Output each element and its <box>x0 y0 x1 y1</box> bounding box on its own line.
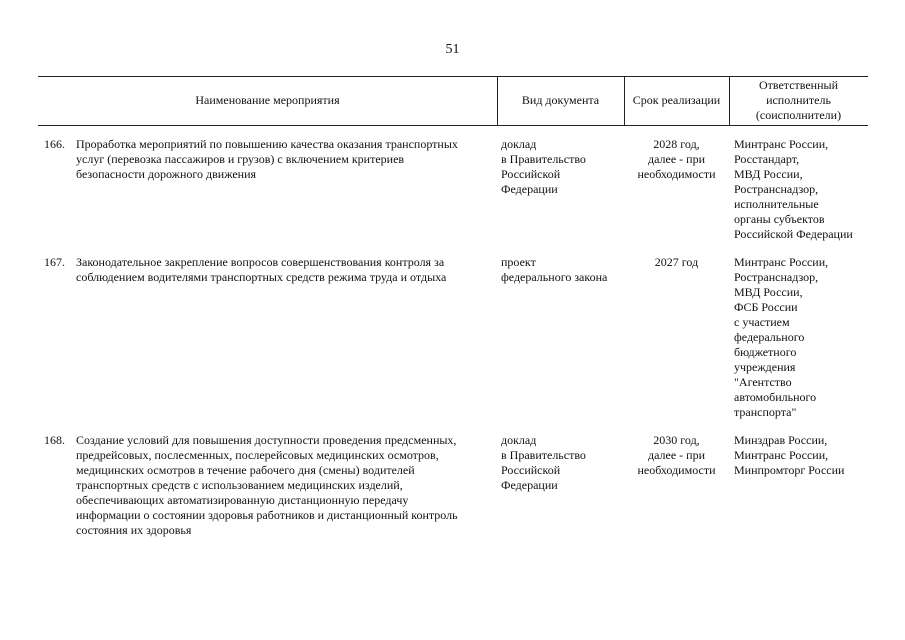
row-doc-type <box>501 137 586 197</box>
row-deadline <box>624 137 729 182</box>
text-line: в Правительство <box>501 448 586 462</box>
text-line: Ространснадзор, <box>734 270 819 284</box>
text-line: транспортных средств с использованием медицинских изделий, <box>76 478 403 492</box>
header-executor <box>729 78 868 123</box>
text-line: Проработка мероприятий по повышению качества оказания транспортных <box>76 137 458 151</box>
text-line: предрейсовых, послесменных, послерейсовых медицинских осмотров, <box>76 448 439 462</box>
header-deadline: Срок реализации <box>632 93 721 107</box>
text-line: 2030 год, <box>653 433 700 447</box>
header-doc-type: Вид документа <box>521 93 600 107</box>
row-name <box>76 137 458 182</box>
table-header-bottom-rule <box>38 125 868 126</box>
text-line: 2028 год, <box>653 137 700 151</box>
text-line: исполнительные <box>734 197 819 211</box>
text-line: 2027 год <box>654 255 699 269</box>
text-line: ФСБ России <box>734 300 798 314</box>
row-executor <box>734 137 853 242</box>
text-line: Росстандарт, <box>734 152 800 166</box>
text-line: Законодательное закрепление вопросов совершенствования контроля за <box>76 255 445 269</box>
text-line: соблюдением водителями транспортных средств режима труда и отдыха <box>76 270 447 284</box>
text-line: необходимости <box>637 167 716 181</box>
text-line: Минздрав России, <box>734 433 828 447</box>
header-executor-line: Ответственный <box>758 78 839 92</box>
row-number: 168. <box>44 433 65 447</box>
text-line: учреждения <box>734 360 796 374</box>
text-line: федерального закона <box>501 270 608 284</box>
row-name <box>76 433 458 538</box>
text-line: медицинских осмотров в течение рабочего дня (смены) водителей <box>76 463 415 477</box>
text-line: Создание условий для повышения доступности проведения предсменных, <box>76 433 457 447</box>
text-line: состояния их здоровья <box>76 523 192 537</box>
text-line: проект <box>501 255 536 269</box>
text-line: Ространснадзор, <box>734 182 819 196</box>
text-line: необходимости <box>637 463 716 477</box>
text-line: Минтранс России, <box>734 448 829 462</box>
row-deadline <box>624 255 729 270</box>
row-doc-type <box>501 255 607 285</box>
text-line: органы субъектов <box>734 212 825 226</box>
header-executor-line: исполнитель <box>766 93 831 107</box>
header-executor-line: (соисполнители) <box>755 108 842 122</box>
text-line: Минпромторг России <box>734 463 845 477</box>
text-line: доклад <box>501 137 537 151</box>
row-number: 167. <box>44 255 65 269</box>
text-line: обеспечивающих автоматизированную дистанционную передачу <box>76 493 409 507</box>
text-line: МВД России, <box>734 167 803 181</box>
text-line: Федерации <box>501 478 558 492</box>
text-line: Российской <box>501 463 561 477</box>
text-line: услуг (перевозка пассажиров и грузов) с включением критериев <box>76 152 405 166</box>
text-line: МВД России, <box>734 285 803 299</box>
row-deadline <box>624 433 729 478</box>
page-number: 51 <box>445 42 460 57</box>
text-line: транспорта" <box>734 405 797 419</box>
text-line: доклад <box>501 433 537 447</box>
table-top-rule <box>38 76 868 77</box>
text-line: далее - при <box>647 152 706 166</box>
text-line: "Агентство <box>734 375 792 389</box>
text-line: Минтранс России, <box>734 137 829 151</box>
row-executor <box>734 255 828 420</box>
text-line: Российской <box>501 167 561 181</box>
row-doc-type <box>501 433 586 493</box>
text-line: бюджетного <box>734 345 797 359</box>
text-line: безопасности дорожного движения <box>76 167 257 181</box>
text-line: в Правительство <box>501 152 586 166</box>
row-name <box>76 255 446 285</box>
text-line: Минтранс России, <box>734 255 829 269</box>
text-line: федерального <box>734 330 805 344</box>
text-line: Федерации <box>501 182 558 196</box>
row-executor <box>734 433 844 478</box>
text-line: информации о состоянии здоровья работников и дистанционный контроль <box>76 508 458 522</box>
text-line: с участием <box>734 315 790 329</box>
row-number: 166. <box>44 137 65 151</box>
text-line: автомобильного <box>734 390 817 404</box>
text-line: Российской Федерации <box>734 227 853 241</box>
header-name: Наименование мероприятия <box>195 93 340 107</box>
text-line: далее - при <box>647 448 706 462</box>
